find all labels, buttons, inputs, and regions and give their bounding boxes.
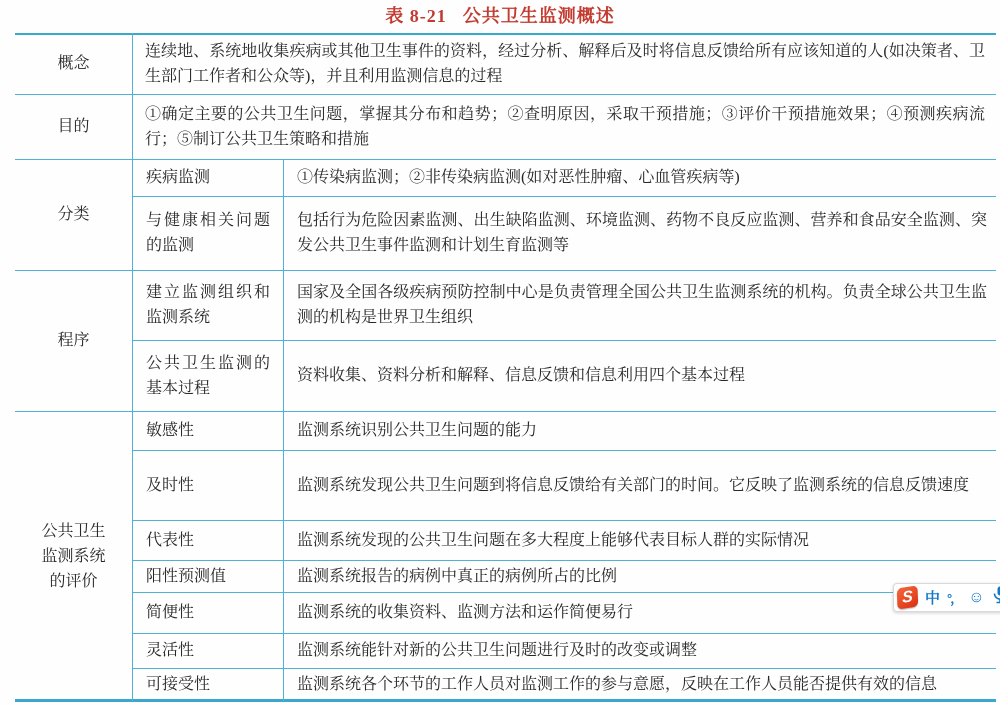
ime-toolbar[interactable]: [893, 583, 1000, 612]
row-label-text: 概念: [57, 55, 90, 72]
sublabel-org-system: [146, 270, 272, 340]
cell-text: 资料收集、资料分析和解释、信息反馈和信息利用四个基本过程: [297, 367, 746, 384]
sublabel-ppv: [146, 560, 272, 592]
cell-text: 连续地、系统地收集疾病或其他卫生事件的资料，经过分析、解释后及时将信息反馈给所有应该知道的人(如决策者、卫生部门工作者和公众等)，并且利用监测信息的过程: [145, 42, 985, 85]
row-label-text: 分类: [57, 206, 90, 223]
cell-text: 监测系统各个环节的工作人员对监测工作的参与意愿，反映在工作人员能否提供有效的信息: [297, 676, 938, 693]
table-title: 公共卫生监测概述: [462, 6, 615, 26]
sublabel-flexibility: [146, 633, 272, 668]
cell-text: 监测系统的收集资料、监测方法和运作简便易行: [297, 604, 634, 621]
sublabel-text: 代表性: [146, 531, 195, 549]
sublabel-text: 及时性: [146, 476, 195, 494]
column-divider-2: [283, 159, 284, 701]
sogou-logo-icon[interactable]: [897, 585, 918, 609]
sublabel-text: 公共卫生监测的基本过程: [146, 354, 270, 397]
column-divider-1: [132, 33, 133, 701]
sublabel-text: 简便性: [146, 604, 195, 621]
row-label-purpose: [15, 94, 132, 159]
cell-timeliness-text: [297, 450, 987, 520]
sublabel-text: 阳性预测值: [146, 567, 227, 585]
sogou-logo-letter: S: [901, 587, 914, 607]
sublabel-acceptability: [146, 668, 272, 701]
row-label-classification: [15, 159, 132, 270]
sublabel-health-related: [146, 196, 272, 270]
row-label-text: 程序: [57, 332, 90, 349]
sublabel-text: 敏感性: [146, 422, 195, 439]
cell-simplicity-text: [297, 588, 987, 633]
cell-purpose-text: [145, 94, 985, 159]
row-label-evaluation: [15, 411, 132, 701]
cell-text: ①确定主要的公共卫生问题，掌握其分布和趋势；②查明原因，采取干预措施；③评价干预措施效果；④预测疾病流行；⑤制订公共卫生策略和措施: [145, 105, 985, 148]
cell-sensitivity-text: [297, 411, 987, 450]
sublabel-simplicity: [146, 592, 272, 633]
sublabel-text: 建立监测组织和监测系统: [146, 284, 270, 326]
row-label-text: 目的: [57, 118, 90, 135]
cell-text: ①传染病监测；②非传染病监测(如对恶性肿瘤、心血管疾病等): [297, 169, 740, 186]
cell-text: 监测系统能针对新的公共卫生问题进行及时的改变或调整: [297, 642, 698, 659]
sublabel-text: 疾病监测: [146, 169, 211, 186]
cell-text: 监测系统识别公共卫生问题的能力: [297, 422, 538, 439]
ime-language-mode-toggle[interactable]: 中: [925, 590, 941, 607]
row-label-text: 公共卫生监测系统的评价: [41, 522, 106, 590]
row-label-concept: [15, 33, 132, 94]
sublabel-disease-surveillance: [146, 159, 272, 196]
row-label-procedure: [15, 270, 132, 411]
cell-acceptability-text: [297, 668, 987, 701]
table-number: 表 8-21: [385, 6, 447, 26]
cell-text: 监测系统发现公共卫生问题到将信息反馈给有关部门的时间。它反映了监测系统的信息反馈速度: [297, 476, 970, 494]
cell-text: 国家及全国各级疾病预防控制中心是负责管理全国公共卫生监测系统的机构。负责全球公共卫生监测的机构是世界卫生组织: [297, 284, 987, 326]
emoji-icon[interactable]: ☺: [968, 588, 985, 606]
cell-basic-process-text: [297, 340, 987, 411]
cell-disease-surveillance-text: [297, 159, 987, 196]
cell-text: 监测系统报告的病例中真正的病例所占的比例: [297, 567, 618, 585]
cell-representativeness-text: [297, 520, 987, 560]
sublabel-text: 可接受性: [146, 676, 211, 693]
cell-text: 监测系统发现的公共卫生问题在多大程度上能够代表目标人群的实际情况: [297, 531, 810, 549]
table-caption: [0, 2, 1000, 28]
ime-punctuation-toggle[interactable]: °，: [947, 591, 962, 606]
cell-flexibility-text: [297, 633, 987, 668]
cell-health-related-text: [297, 196, 987, 270]
sublabel-sensitivity: [146, 411, 272, 450]
sublabel-representativeness: [146, 520, 272, 560]
cell-concept-text: [145, 33, 985, 94]
sublabel-timeliness: [146, 450, 272, 520]
sublabel-text: 灵活性: [146, 642, 195, 659]
cell-org-system-text: [297, 270, 987, 340]
sublabel-basic-process: [146, 340, 272, 411]
microphone-icon[interactable]: [993, 586, 1000, 609]
sublabel-text: 与健康相关问题的监测: [146, 212, 270, 254]
cell-ppv-text: [297, 560, 987, 592]
cell-text: 包括行为危险因素监测、出生缺陷监测、环境监测、药物不良反应监测、营养和食品安全监测、突发公共卫生事件监测和计划生育监测等: [297, 212, 987, 254]
